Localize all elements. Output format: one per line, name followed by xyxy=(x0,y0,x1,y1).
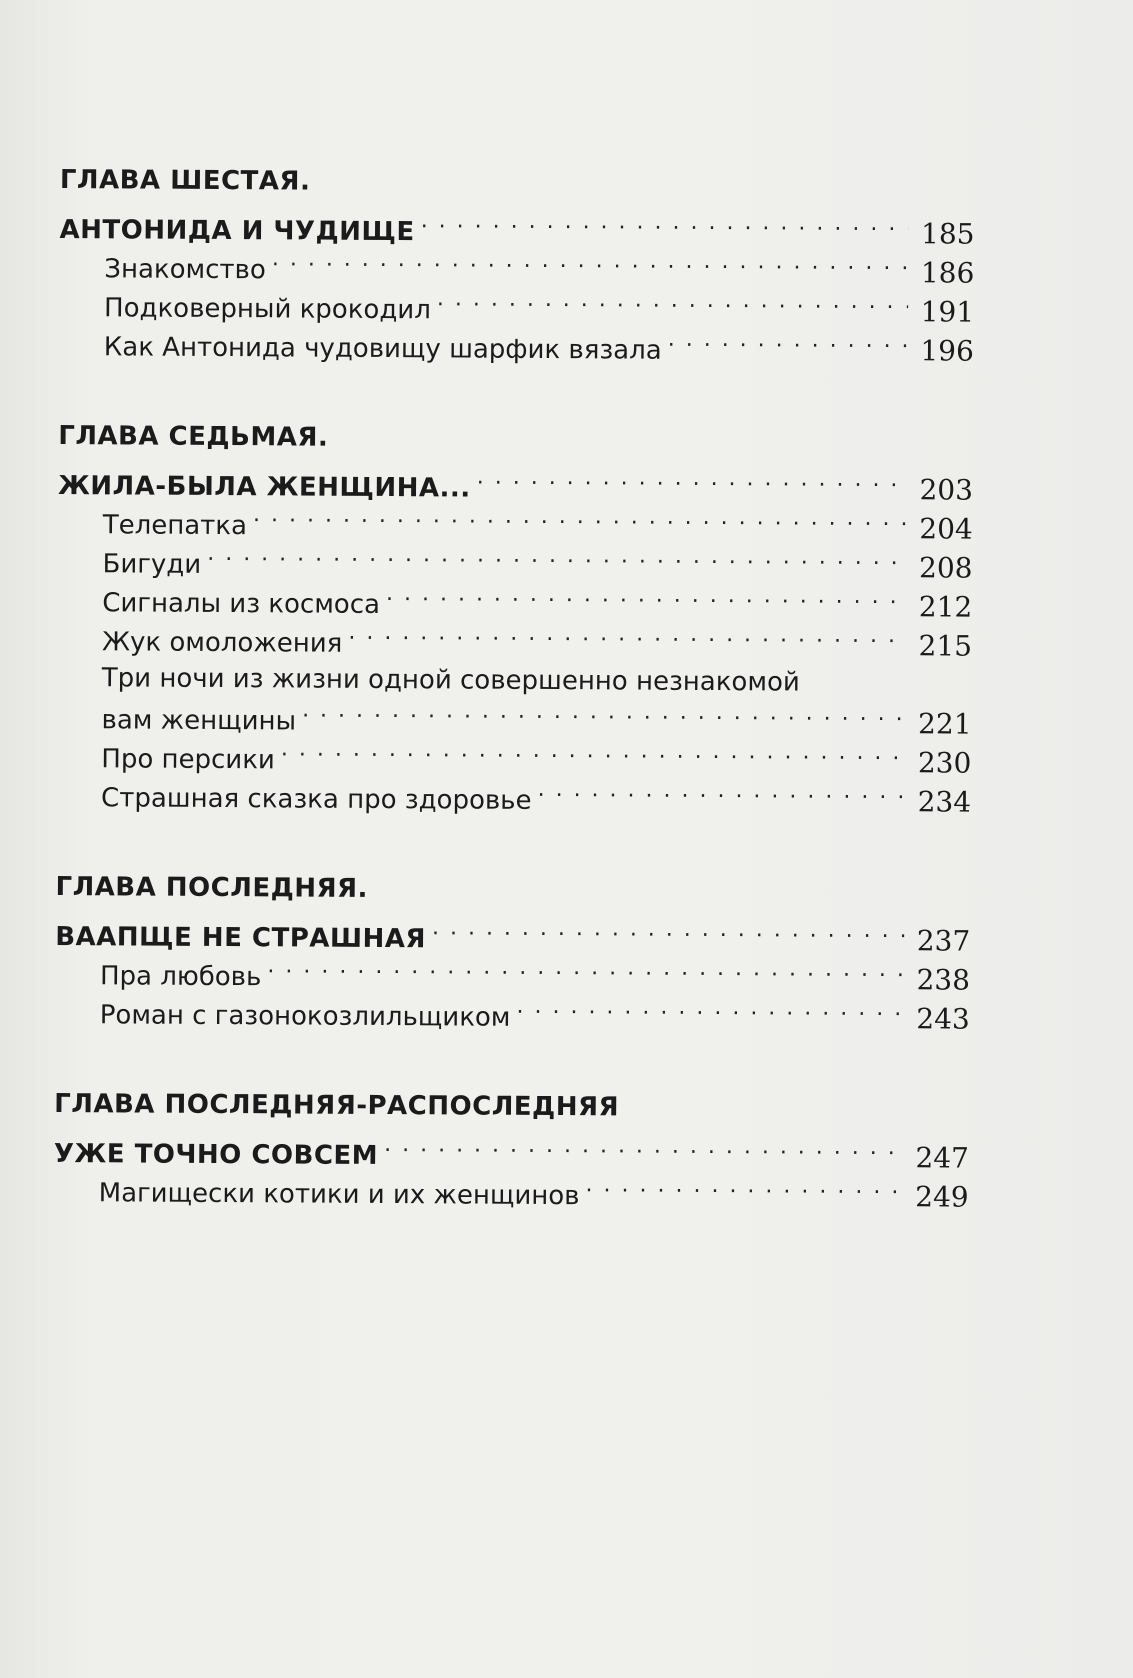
page-number: 191 xyxy=(920,295,975,329)
page-number: 238 xyxy=(916,963,971,997)
chapter-title: ВААПЩЕ НЕ СТРАШНАЯ xyxy=(55,921,427,955)
chapter-very-last xyxy=(54,1084,970,1216)
chapter-label: ГЛАВА ПОСЛЕДНЯЯ-РАСПОСЛЕДНЯЯ xyxy=(54,1088,620,1123)
chapter-title: ЖИЛА-БЫЛА ЖЕНЩИНА... xyxy=(57,470,471,504)
table-of-contents xyxy=(53,160,975,1268)
toc-entry xyxy=(55,993,970,1038)
entry-title: Сигналы из космоса xyxy=(102,588,381,620)
page-number: 221 xyxy=(918,707,972,741)
page-number: 208 xyxy=(918,551,973,585)
entry-title: Роман с газонокозлильщиком xyxy=(99,1000,511,1033)
toc-entry xyxy=(59,247,974,292)
toc-entry xyxy=(59,325,974,370)
entry-title: вам женщины xyxy=(101,705,297,737)
entry-title: Знакомство xyxy=(104,254,266,286)
toc-entry xyxy=(57,542,972,587)
toc-entry xyxy=(57,620,972,665)
chapter-title: АНТОНИДА И ЧУДИЩЕ xyxy=(59,214,415,248)
chapter-six xyxy=(59,160,975,370)
entry-title: Пра любовь xyxy=(99,961,262,993)
dot-leader xyxy=(585,1174,902,1206)
page-number: 230 xyxy=(917,746,972,780)
dot-leader xyxy=(272,248,909,282)
dot-leader xyxy=(668,329,908,360)
toc-entry xyxy=(58,503,973,548)
toc-entry xyxy=(54,1171,969,1216)
toc-entry xyxy=(56,698,971,743)
dot-leader xyxy=(437,288,908,321)
page-number: 237 xyxy=(916,924,971,958)
dot-leader xyxy=(516,996,903,1028)
dot-leader xyxy=(253,504,907,538)
dot-leader xyxy=(477,467,907,500)
page-number: 186 xyxy=(920,256,975,290)
dot-leader xyxy=(267,955,904,989)
chapter-label: ГЛАВА ШЕСТАЯ. xyxy=(59,164,311,197)
dot-leader xyxy=(538,779,906,811)
chapter-label: ГЛАВА СЕДЬМАЯ. xyxy=(58,420,329,453)
toc-entry xyxy=(57,581,972,626)
chapter-label: ГЛАВА ПОСЛЕДНЯЯ. xyxy=(55,871,369,904)
toc-entry xyxy=(59,286,974,331)
entry-title: Магищески котики и их женщинов xyxy=(98,1178,580,1212)
page-number: 185 xyxy=(921,217,975,251)
page-number: 203 xyxy=(919,473,974,507)
chapter-last xyxy=(55,867,971,1038)
toc-entry xyxy=(55,954,970,999)
dot-leader xyxy=(384,1134,903,1167)
entry-title: Жук омоложения xyxy=(101,627,343,659)
dot-leader xyxy=(348,622,906,655)
page-number: 215 xyxy=(918,629,973,663)
entry-title: Телепатка xyxy=(102,510,248,542)
dot-leader xyxy=(421,210,909,243)
entry-title: Как Антонида чудовищу шарфик вязала xyxy=(103,332,662,366)
chapter-title-row xyxy=(59,208,974,253)
entry-title: Страшная сказка про здоровье xyxy=(101,783,532,816)
toc-entry xyxy=(56,737,971,782)
page-number: 247 xyxy=(915,1141,970,1175)
dot-leader xyxy=(281,738,906,772)
page-number: 212 xyxy=(918,590,973,624)
dot-leader xyxy=(432,917,904,950)
entry-title: Подковерный крокодил xyxy=(104,293,431,326)
page-number: 204 xyxy=(919,512,973,546)
dot-leader xyxy=(386,583,906,616)
chapter-title: УЖЕ ТОЧНО СОВСЕМ xyxy=(53,1138,379,1171)
entry-title: Бигуди xyxy=(102,549,202,580)
page-number: 243 xyxy=(916,1002,970,1036)
chapter-seven xyxy=(56,416,973,821)
chapter-title-row xyxy=(58,464,973,509)
page-number: 249 xyxy=(915,1180,969,1214)
dot-leader xyxy=(302,699,906,733)
dot-leader xyxy=(207,543,907,577)
entry-title-first-line: Три ночи из жизни одной совершенно незнакомой xyxy=(101,663,800,698)
chapter-title-row xyxy=(55,915,970,960)
toc-entry xyxy=(56,776,971,821)
page-number: 196 xyxy=(920,334,974,368)
chapter-title-row xyxy=(54,1132,969,1177)
entry-title: Про персики xyxy=(101,744,275,776)
page-number: 234 xyxy=(917,785,972,819)
